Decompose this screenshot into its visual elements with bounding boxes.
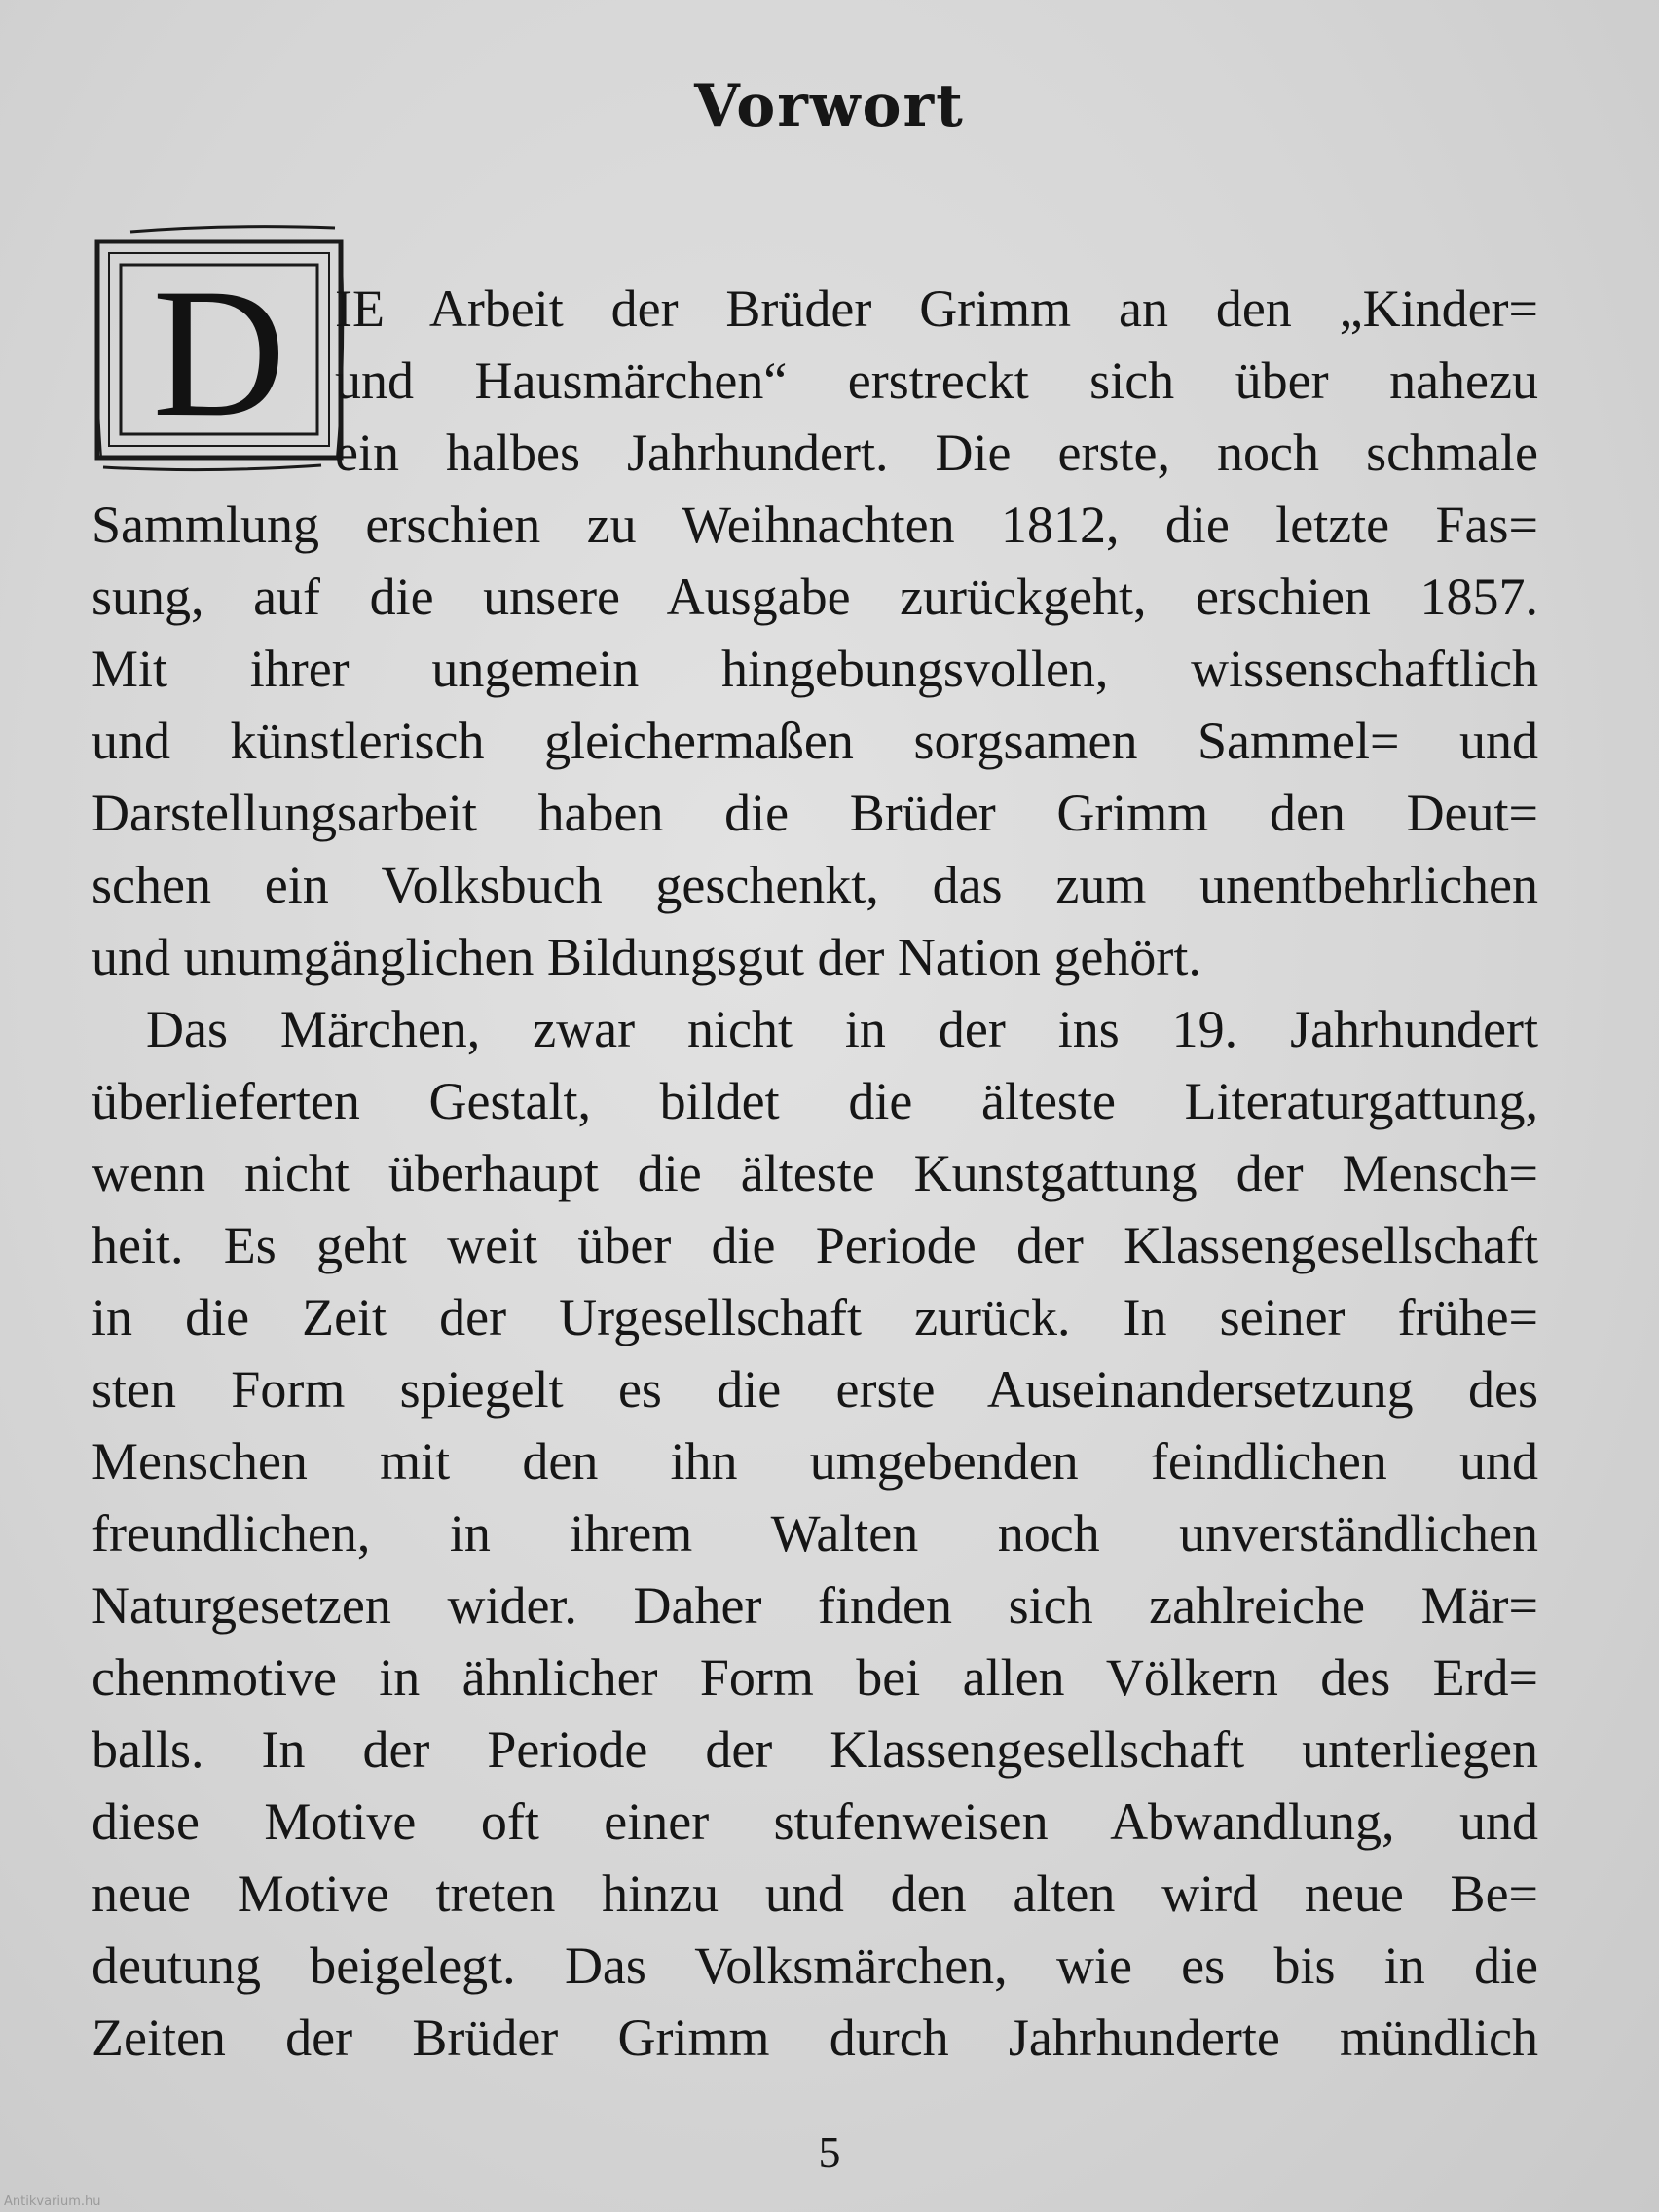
text-line: Zeiten der Brüder Grimm durch Jahrhunderte mündlich	[92, 2009, 1538, 2067]
text-line: deutung beigelegt. Das Volksmärchen, wie es bis in die	[92, 1936, 1538, 1995]
text-line: Menschen mit den ihn umgebenden feindlichen und	[92, 1432, 1538, 1491]
text-line: diese Motive oft einer stufenweisen Abwandlung, und	[92, 1792, 1538, 1851]
text-line: IE Arbeit der Brüder Grimm an den „Kinder=	[335, 279, 1538, 338]
text-line: Das Märchen, zwar nicht in der ins 19. Jahrhundert	[146, 1000, 1538, 1058]
body-text	[92, 273, 1538, 2074]
text-line: Darstellungsarbeit haben die Brüder Grimm den Deut=	[92, 784, 1538, 842]
text-line: freundlichen, in ihrem Walten noch unverständlichen	[92, 1504, 1538, 1563]
text-line: ein halbes Jahrhundert. Die erste, noch schmale	[335, 424, 1538, 482]
text-line: überlieferten Gestalt, bildet die älteste Literaturgattung,	[92, 1072, 1538, 1130]
text-line: sung, auf die unsere Ausgabe zurückgeht, erschien 1857.	[92, 568, 1538, 626]
text-line: Mit ihrer ungemein hingebungsvollen, wissenschaftlich	[92, 640, 1538, 698]
text-line: und unumgänglichen Bildungsgut der Nation gehört.	[92, 928, 1201, 986]
text-line: und künstlerisch gleichermaßen sorgsamen Sammel= und	[92, 712, 1538, 770]
text-line: sten Form spiegelt es die erste Auseinandersetzung des	[92, 1360, 1538, 1419]
text-line: schen ein Volksbuch geschenkt, das zum unentbehrlichen	[92, 856, 1538, 914]
text-line: neue Motive treten hinzu und den alten wird neue Be=	[92, 1864, 1538, 1923]
text-line: in die Zeit der Urgesellschaft zurück. In seiner frühe=	[92, 1288, 1538, 1346]
text-line: heit. Es geht weit über die Periode der Klassengesellschaft	[92, 1216, 1538, 1274]
text-line: chenmotive in ähnlicher Form bei allen Völkern des Erd=	[92, 1648, 1538, 1707]
page-title: Vorwort	[694, 72, 965, 140]
text-line: und Hausmärchen“ erstreckt sich über nahezu	[335, 351, 1538, 410]
text-line: wenn nicht überhaupt die älteste Kunstgattung der Mensch=	[92, 1144, 1538, 1202]
text-line: Naturgesetzen wider. Daher finden sich zahlreiche Mär=	[92, 1576, 1538, 1635]
page-number: 5	[818, 2127, 841, 2177]
text-line: balls. In der Periode der Klassengesellschaft unterliegen	[92, 1720, 1538, 1779]
watermark: Antikvarium.hu	[4, 2194, 101, 2209]
text-line: Sammlung erschien zu Weihnachten 1812, die letzte Fas=	[92, 496, 1538, 554]
initial-letter: D	[152, 251, 286, 456]
